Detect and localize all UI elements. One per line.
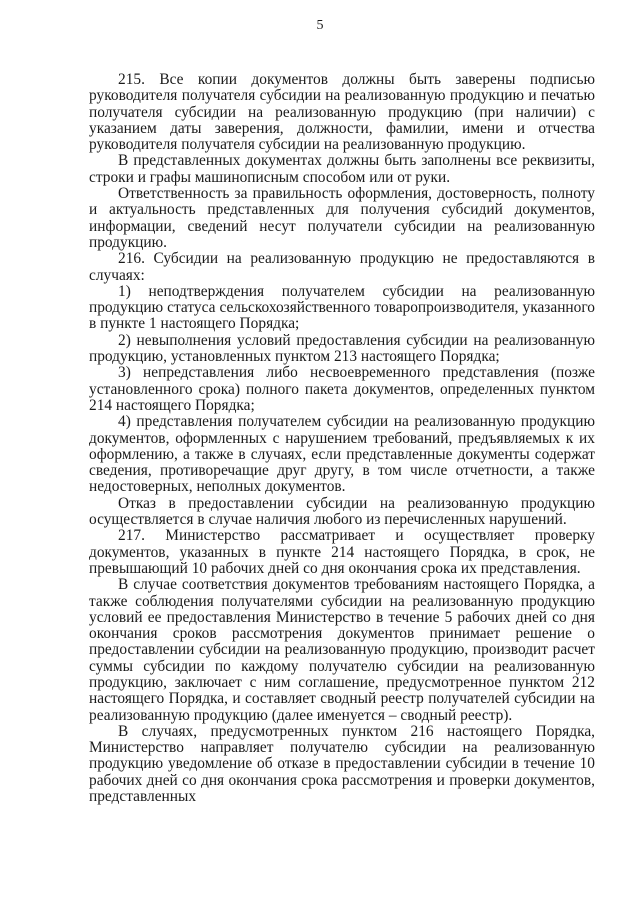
paragraph-215: 215. Все копии документов должны быть заверены подписью руководителя получателя субсидии на реализованную продукцию и печатью получателя субсидии на реализованную продукцию (при наличии) с указанием даты заверения, должности, фамилии, имени и отчества руководителя получателя субсидии на реализованную продукцию. — [89, 71, 595, 154]
list-item-2: 2) невыполнения условий предоставления субсидии на реализованную продукцию, установленных пунктом 213 настоящего Порядка; — [89, 331, 595, 366]
paragraph-responsibility: Ответственность за правильность оформления, достоверность, полноту и актуальность представленных для получения субсидий документов, информации, сведений несут получатели субсидии на реализованную продукцию. — [89, 185, 595, 251]
paragraph-refusal: Отказ в предоставлении субсидии на реализованную продукцию осуществляется в случае наличия любого из перечисленных нарушений. — [89, 494, 595, 529]
list-item-3: 3) непредставления либо несвоевременного представления (позже установленного срока) полного пакета документов, определенных пунктом 214 настоящего Порядка; — [89, 364, 595, 414]
list-item-4: 4) представления получателем субсидии на реализованную продукцию документов, оформленных с нарушением требований, предъявляемых к их оформлению, а также в случаях, если представленные документы содержат сведения, противоречащие друг другу, в том числе отчетности, а также недостоверных, неполных документов. — [89, 413, 595, 496]
list-item-1: 1) неподтверждения получателем субсидии на реализованную продукцию статуса сельскохозяйственного товаропроизводителя, указанного в пункте 1 настоящего Порядка; — [89, 282, 595, 333]
paragraph-216: 216. Субсидии на реализованную продукцию не предоставляются в случаях: — [89, 250, 595, 284]
document-body — [89, 72, 595, 805]
paragraph-requisites: В представленных документах должны быть заполнены все реквизиты, строки и графы машинописным способом или от руки. — [89, 152, 595, 186]
paragraph-compliance: В случае соответствия документов требованиям настоящего Порядка, а также соблюдения получателями субсидии на реализованную продукцию условий ее предоставления Министерство в течение 5 рабочих дней со дня окончания сроков рассмотрения документов принимает решение о предоставлении субсидии на реализованную продукцию, производит расчет суммы субсидии по каждому получателю субсидии на реализованную продукцию, заключает с ним соглашение, предусмотренное пунктом 212 настоящего Порядка, и составляет сводный реестр получателей субсидии на реализованную продукцию (далее именуется – сводный реестр). — [89, 576, 595, 724]
page-number: 5 — [316, 18, 324, 33]
paragraph-notification: В случаях, предусмотренных пунктом 216 настоящего Порядка, Министерство направляет получателю субсидии на реализованную продукцию уведомление об отказе в предоставлении субсидии в течение 10 рабочих дней со дня окончания срока рассмотрения и проверки документов, представленных — [89, 722, 595, 806]
paragraph-217: 217. Министерство рассматривает и осуществляет проверку документов, указанных в пункте 214 настоящего Порядка, в срок, не превышающий 10 рабочих дней со дня окончания срока их представления. — [89, 527, 595, 577]
